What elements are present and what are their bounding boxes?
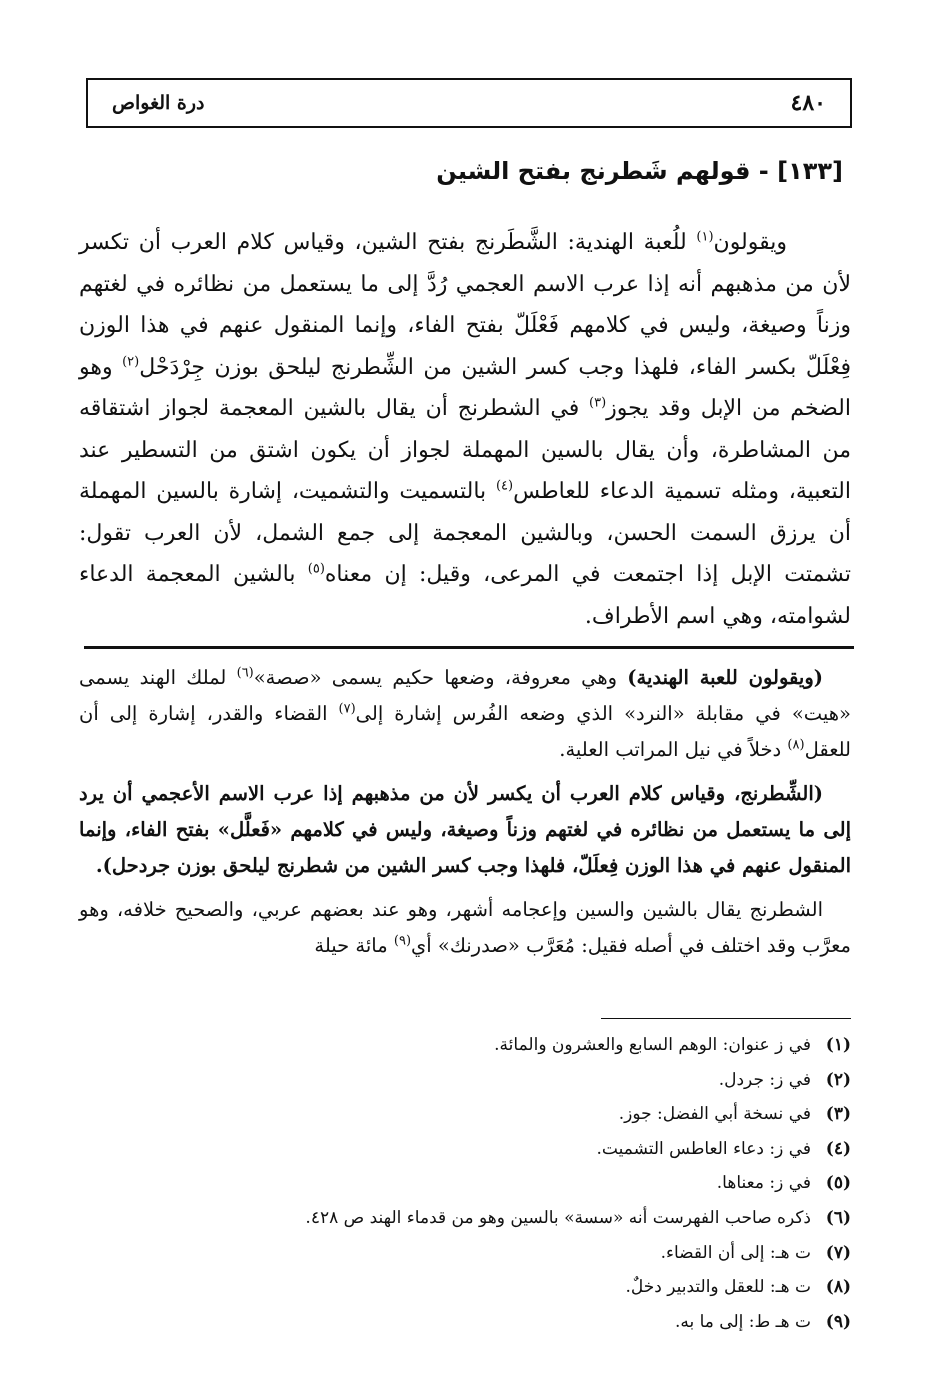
footnote-ref-8: (٨) [787,737,805,753]
text-run: ويقولون [713,230,787,255]
page-header [86,78,852,128]
footnote [79,1097,851,1132]
commentary-lemma: (ويقولون للعبة الهندية) [627,666,823,689]
chapter-number: [١٣٣] [777,157,843,185]
main-text [79,222,851,637]
footnote [79,1028,851,1063]
footnote-text: في ز عنوان: الوهم السابع والعشرون والمائة. [494,1035,811,1055]
text-run: مائة حيلة [314,934,394,957]
commentary-paragraph-1 [79,660,851,768]
commentary-paragraph-2: (الشِّطرنج، وقياس كلام العرب أن يكسر لأن من مذهبهم إذا عرب الاسم الأعجمي أن يرد إلى ما يستعمل من نظائره في لغتهم وزناً وصيغة، وليس في كلامهم «فَعلَّل» بفتح الفاء، وإنما المنقول عنهم في هذا الوزن فِعلَلّ، فلهذا وجب كسر الشين من شطرنج ليلحق بوزن جردحل). [79,782,851,877]
main-paragraph [79,222,851,637]
text-run: بالتسميت والتشميت، إشارة بالسين المهملة أن يرزق السمت الحسن، وبالشين المعجمة إلى جمع الشمل، لأن العرب تقول: تشمتت الإبل إذا اجتمعت في المرعى، وقيل: إن معناه [79,479,852,587]
footnote-number: (٦) [825,1207,851,1228]
footnote-ref-1: (١) [696,229,714,245]
footnote-ref-7: (٧) [338,701,356,717]
footnote [79,1305,851,1340]
footnotes [79,1028,851,1339]
footnote-text: في ز: معناها. [716,1173,811,1194]
footnote-text: ت هـ ط: إلى ما به. [674,1311,811,1332]
footnote-text: في نسخة أبي الفضل: جوز. [618,1104,811,1125]
footnote-number: (٩) [825,1311,851,1332]
footnote-ref-2: (٢) [122,354,140,370]
footnote-number: (٣) [825,1104,851,1125]
text-run: للُعبة الهندية: الشَّطَرنج بفتح الشين، وقياس كلام العرب أن تكسر لأن من مذهبهم أنه إذا عرب الاسم العجمي رُدَّ إلى ما يستعمل من نظائره في لغتهم وزناً وصيغة، وليس في كلامهم فَعْلَلّ بفتح الفاء، وإنما المنقول عنهم في هذا الوزن فِعْلَلّ بكسر الفاء، فلهذا وجب كسر الشين من الشِّطرنج ليلحق بوزن جِرْدَحْل [79,230,851,380]
footnote-number: (٧) [825,1242,851,1263]
footnote-text: ذكره صاحب الفهرست أنه «سسة» بالسين وهو من قدماء الهند ص ٤٢٨. [305,1207,811,1228]
text-run: لملك الهند يسمى «هيت» في مقابلة «النرد» الذي وضعه الفُرس إشارة إلى [79,666,851,725]
text-run: بالشين المعجمة الدعاء لشوامته، وهي اسم الأطراف. [79,562,851,629]
chapter-title: - قولهم شَطرنج بفتح الشين [436,157,769,185]
footnote-number: (٢) [825,1069,851,1090]
footnote-number: (٤) [825,1138,851,1159]
chapter-heading [83,152,843,190]
footnote-text: ت هـ: إلى أن القضاء. [660,1242,811,1263]
text-run: وهو الضخم من الإبل وقد يجوز [79,354,851,421]
footnote-divider [601,1018,851,1019]
footnote-text: ت هـ: للعقل والتدبير دخلٌ. [625,1277,811,1298]
commentary [79,660,851,972]
footnote-ref-4: (٤) [495,478,514,494]
text-run: وهي معروفة، وضعها حكيم يسمى «صصة» [253,666,628,689]
footnote-text: في ز: دعاء العاطس التشميت. [596,1138,811,1159]
footnote-ref-6: (٦) [236,665,254,681]
footnote-number: (٥) [825,1173,851,1194]
footnote-text: في ز: جردل. [718,1069,811,1090]
running-title: درة الغواص [112,92,205,114]
section-divider [84,646,854,649]
footnote-ref-9: (٩) [393,933,412,949]
footnote [79,1063,851,1098]
text-run: الشطرنج يقال بالشين والسين وإعجامه أشهر، وهو عند بعضهم عربي، والصحيح خلافه، وهو معرَّب وقد اختلف في أصله فقيل: مُعَرَّب «صدرنك» أي [79,898,851,957]
footnote-ref-5: (٥) [307,561,325,577]
footnote [79,1236,851,1271]
page-number: ٤٨٠ [790,90,826,116]
footnote-number: (١) [825,1035,851,1055]
text-run: دخلاً في نيل المراتب العلية. [559,738,788,761]
footnote [79,1201,851,1236]
footnote [79,1166,851,1201]
footnote [79,1270,851,1305]
footnote-ref-3: (٣) [589,395,607,411]
footnote-number: (٨) [825,1277,851,1298]
footnote [79,1132,851,1167]
commentary-paragraph-3 [79,892,851,964]
text-run: في الشطرنج أن يقال بالشين المعجمة لجواز اشتقاقه من المشاطرة، وأن يقال بالسين المهملة لجواز أن يكون اشتق من التسطير عند التعبية، ومثله تسمية الدعاء للعاطس [79,396,851,504]
text-run: القضاء والقدر، إشارة إلى أن للعقل [79,702,851,761]
